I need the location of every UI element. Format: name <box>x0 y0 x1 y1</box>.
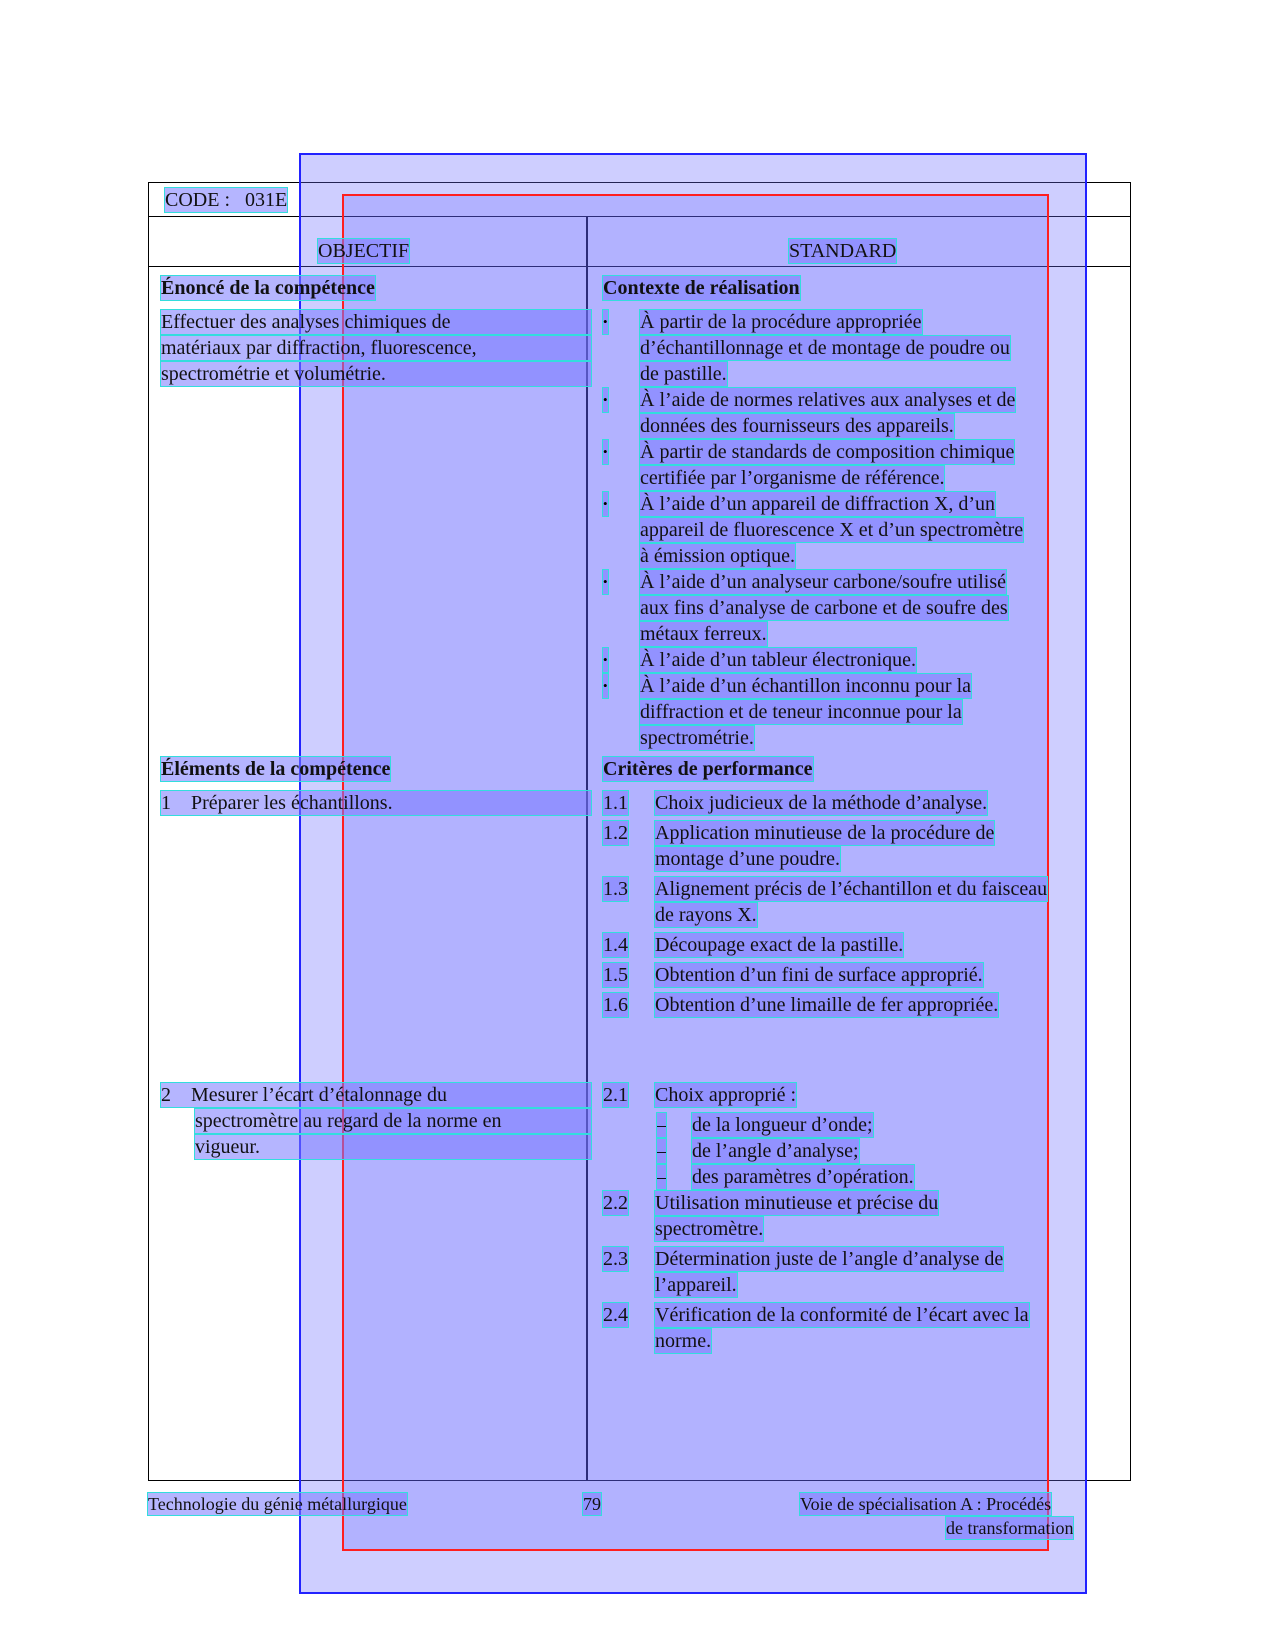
bullet-marker: • <box>603 440 608 464</box>
element-2-line: spectromètre au regard de la norme en <box>195 1109 591 1133</box>
bullet-marker: • <box>603 570 608 594</box>
footer-program: Technologie du génie métallurgique <box>148 1494 407 1514</box>
element-2: 2 Mesurer l’écart d’étalonnage du <box>161 1083 591 1107</box>
contexte-line: À l’aide d’un appareil de diffraction X, d’un <box>640 493 996 515</box>
enonce-title: Énoncé de la compétence <box>161 277 375 299</box>
contexte-line: données des fournisseurs des appareils. <box>640 415 954 437</box>
enonce-line: Effectuer des analyses chimiques de <box>161 310 591 334</box>
bullet-marker: • <box>603 674 608 698</box>
footer-specialisation-line2: de transformation <box>946 1518 1074 1538</box>
bullet-marker: • <box>603 310 608 334</box>
critere-line: Alignement précis de l’échantillon et du faisceau <box>655 878 1048 900</box>
element-2-line: vigueur. <box>195 1135 591 1159</box>
critere-number: 1.3 <box>603 878 628 900</box>
dash-marker: – <box>657 1115 666 1135</box>
page-number: 79 <box>583 1494 601 1514</box>
critere-line: Application minutieuse de la procédure de <box>655 822 995 844</box>
critere-number: 1.4 <box>603 934 628 956</box>
critere-subline: des paramètres d’opération. <box>692 1166 914 1188</box>
contexte-line: métaux ferreux. <box>640 623 767 645</box>
critere-line: Choix judicieux de la méthode d’analyse. <box>655 792 988 814</box>
dash-marker: – <box>657 1167 666 1187</box>
contexte-line: À l’aide d’un analyseur carbone/soufre utilisé <box>640 571 1006 593</box>
bullet-marker: • <box>603 492 608 516</box>
contexte-line: À partir de la procédure appropriée <box>640 311 922 333</box>
critere-number: 1.6 <box>603 994 628 1016</box>
contexte-line: diffraction et de teneur inconnue pour la <box>640 701 962 723</box>
contexte-line: certifiée par l’organisme de référence. <box>640 467 945 489</box>
standard-header: STANDARD <box>789 240 897 262</box>
critere-line: Choix approprié : <box>655 1084 797 1106</box>
critere-line: Vérification de la conformité de l’écart avec la <box>655 1304 1029 1326</box>
critere-number: 1.2 <box>603 822 628 844</box>
critere-line: Découpage exact de la pastille. <box>655 934 904 956</box>
critere-line: spectromètre. <box>655 1218 764 1240</box>
contexte-title: Contexte de réalisation <box>603 277 800 299</box>
critere-line: Obtention d’un fini de surface approprié. <box>655 964 983 986</box>
critere-number: 2.1 <box>603 1084 628 1106</box>
contexte-line: aux fins d’analyse de carbone et de soufre des <box>640 597 1008 619</box>
contexte-line: de pastille. <box>640 363 727 385</box>
objectif-header: OBJECTIF <box>318 240 410 262</box>
contexte-line: À l’aide de normes relatives aux analyses et de <box>640 389 1016 411</box>
critere-subline: de la longueur d’onde; <box>692 1114 873 1136</box>
contexte-line: À partir de standards de composition chimique <box>640 441 1015 463</box>
critere-number: 1.5 <box>603 964 628 986</box>
critere-line: l’appareil. <box>655 1274 737 1296</box>
dash-marker: – <box>657 1141 666 1161</box>
critere-number: 2.4 <box>603 1304 628 1326</box>
contexte-line: à émission optique. <box>640 545 795 567</box>
contexte-line: spectrométrie. <box>640 727 754 749</box>
critere-line: de rayons X. <box>655 904 757 926</box>
enonce-line: matériaux par diffraction, fluorescence, <box>161 336 591 360</box>
critere-line: montage d’une poudre. <box>655 848 840 870</box>
critere-line: norme. <box>655 1330 712 1352</box>
contexte-line: d’échantillonnage et de montage de poudre ou <box>640 337 1010 359</box>
footer-specialisation: Voie de spécialisation A : Procédés <box>800 1494 1052 1514</box>
contexte-line: À l’aide d’un tableur électronique. <box>640 649 916 671</box>
contexte-line: appareil de fluorescence X et d’un spectromètre <box>640 519 1024 541</box>
critere-subline: de l’angle d’analyse; <box>692 1140 859 1162</box>
bullet-marker: • <box>603 388 608 412</box>
enonce-line: spectrométrie et volumétrie. <box>161 362 591 386</box>
code-label: CODE : 031E <box>165 189 288 211</box>
critere-number: 2.2 <box>603 1192 628 1214</box>
bullet-marker: • <box>603 648 608 672</box>
element-1: 1 Préparer les échantillons. <box>161 791 591 815</box>
critere-line: Obtention d’une limaille de fer appropriée. <box>655 994 999 1016</box>
elements-title: Éléments de la compétence <box>161 758 391 780</box>
critere-number: 1.1 <box>603 792 628 814</box>
critere-line: Détermination juste de l’angle d’analyse de <box>655 1248 1004 1270</box>
contexte-line: À l’aide d’un échantillon inconnu pour la <box>640 675 972 697</box>
critere-line: Utilisation minutieuse et précise du <box>655 1192 939 1214</box>
criteres-title: Critères de performance <box>603 758 813 780</box>
critere-number: 2.3 <box>603 1248 628 1270</box>
